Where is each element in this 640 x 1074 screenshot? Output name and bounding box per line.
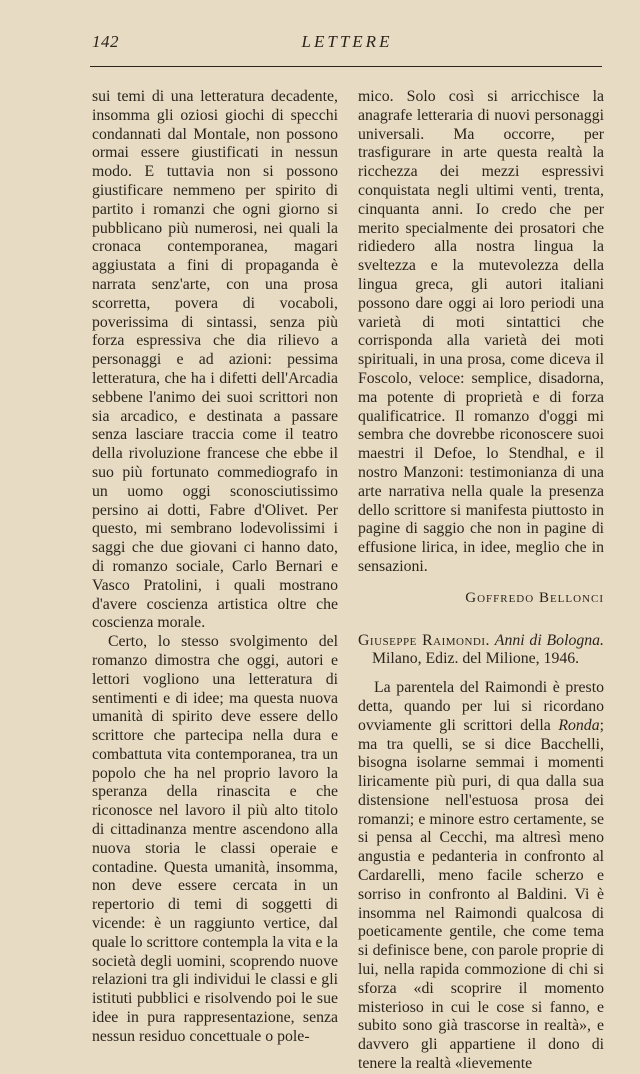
review-title: Anni di Bologna.: [494, 631, 605, 649]
review-author: Giuseppe Raimondi.: [358, 631, 490, 649]
review-heading: [358, 632, 604, 670]
header-rule: [90, 66, 602, 67]
review-text-part-2: ; ma tra quelli, se si dice Bacchelli, bisogna isolarne semmai i momenti liricamente più puri, di qua dalla sua distensione nell'estuosa prosa dei romanzi; e minore estro certamente, se si pensa al Cecchi, ma altresì meno angustia e pedanteria in confronto al Cardarelli, meno facile scherzo e sorriso in confronto al Baldini. Vi è insomma nel Raimondi qualcosa di poeticamente gentile, che come tema si definisce bene, con parole proprie di lui, nella rapida commozione di chi si sforza «di scoprire il momento misterioso in cui le cose si fanno, e subito sono già trascorse in realtà», e davvero gli appartiene il dono di tenere la realtà «lievemente: [358, 716, 604, 1073]
running-title: LETTERE: [301, 32, 393, 51]
left-column: [92, 88, 338, 1047]
right-paragraph-1: mico. Solo così si arricchisce la anagrafe letteraria di nuovi personaggi universali. Ma occorre, per trasfigurare in arte questa realtà la ricchezza dei mezzi espressivi conquistata negli ultimi venti, trenta, cinquanta anni. Io credo che per merito specialmente dei prosatori che ridiedero alla nostra lingua la sveltezza e la mutevolezza della lingua greca, gli autori italiani possono dare oggi ai loro periodi una varietà di moti sintattici che corrisponda alla varietà dei moti spirituali, in una prosa, come diceva il Foscolo, veloce: semplice, disadorna, ma potente di proprietà e di forza qualificatrice. Il romanzo d'oggi mi sembra che dovrebbe riconoscere suoi maestri il Defoe, lo Stendhal, e il nostro Manzoni: testimonianza di una arte narrativa nella quale la presenza dello scrittore si manifesta piuttosto in pagine di saggio che non in pagine di effusione lirica, in idee, meglio che in sensazioni.: [358, 88, 604, 575]
author-signature: Goffredo Bellonci: [465, 589, 604, 606]
right-column: [358, 88, 604, 1074]
page-number: 142: [92, 32, 119, 51]
review-ronda: Ronda: [558, 716, 600, 734]
page-header: [92, 32, 602, 62]
left-paragraph-1: sui temi di una letteratura decadente, insomma gli oziosi giochi di specchi condannati dal Montale, non possono ormai essere giustificati in nessun modo. E tuttavia non si possono giustificare nemmeno per spirito di partito i romanzi che ogni giorno si pubblicano più numerosi, nei quali la cronaca contemporanea, magari aggiustata a fini di propaganda è narrata senz'arte, con una prosa scorretta, povera di vocaboli, poverissima di sintassi, senza più forza espressiva che dia rilievo a personaggi e ad azioni: pessima letteratura, che ha i difetti dell'Arcadia sebbene l'animo dei suoi scrittori non sia arcadico, e destinata a passare senza lasciare traccia come il teatro della rivoluzione francese che ebbe il suo più fortunato commediografo in un uomo oggi sconosciutissimo persino ai dotti, Fabre d'Olivet. Per questo, mi sembrano lodevolissimi i saggi che due giovani ci hanno dato, di romanzo sociale, Carlo Bernari e Vasco Pratolini, i quali mostrano d'avere coscienza artistica oltre che coscienza morale.: [92, 88, 338, 632]
review-body: [358, 679, 604, 1074]
review-text-part-1: La parentela del Raimondi è presto detta, quando per lui si ricordano ovviamente gli scrittori della: [358, 679, 604, 734]
review-publication: Milano, Ediz. del Milione, 1946.: [372, 650, 580, 668]
left-paragraph-2: Certo, lo stesso svolgimento del romanzo dimostra che oggi, autori e lettori vogliono una letteratura di sentimenti e di idee; ma questa nuova umanità di spirito deve essere dello scrittore che partecipa nella dura e combattuta vita contemporanea, tra un popolo che ha nel proprio lavoro la speranza della rinascita e che riconosce nel lavoro il più alto titolo di cittadinanza mentre ascendono alla nuova storia le classi operaie e contadine. Questa umanità, insomma, non deve essere cercata in un repertorio di temi di soggetti di vicende: è un raggiunto vertice, dal quale lo scrittore contempla la vita e la società degli uomini, scoprendo nuove relazioni tra gli individui le classi e gli istituti pubblici e risolvendo poi le sue idee in pura rappresentazione, senza nessun residuo concettuale o pole-: [92, 633, 338, 1045]
